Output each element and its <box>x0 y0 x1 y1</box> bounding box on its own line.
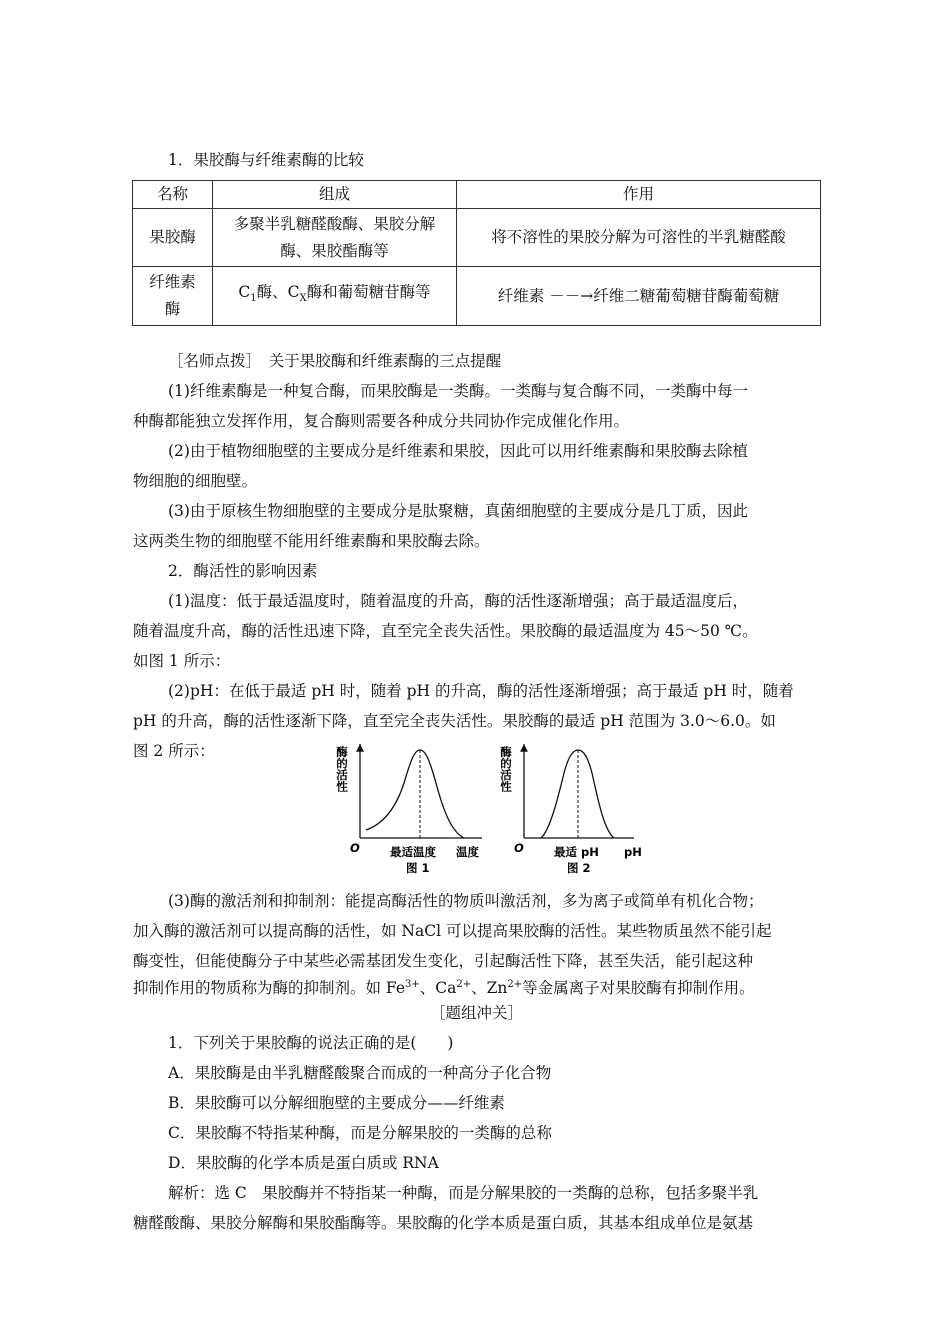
cell-name: 果胶酶 <box>133 209 213 267</box>
tip-2-line-2: 物细胞的细胞壁。 <box>133 472 258 490</box>
fig1-curve <box>366 750 464 838</box>
tips-title: ［名师点拨］ 关于果胶酶和纤维素酶的三点提醒 <box>168 352 502 370</box>
figure-1 <box>335 744 482 875</box>
table-row-cellulase <box>133 267 821 326</box>
ph-line-1: (2)pH：在低于最适 pH 时，随着 pH 的升高，酶的活性逐渐增强；高于最适 pH 时，随着 <box>168 682 794 700</box>
comparison-table <box>132 180 821 326</box>
ph-line-3 <box>133 741 215 761</box>
zn-charge: 2+ <box>507 979 523 990</box>
fig2-xlabel: pH <box>624 845 642 859</box>
ca-charge: 2+ <box>456 979 472 990</box>
fig1-ylabel: 酶的活性 <box>335 746 349 792</box>
line-4-part-c: 、Zn <box>471 979 508 998</box>
c1-subscript: 1 <box>250 293 257 305</box>
practice-title: ［题组冲关］ <box>429 1004 523 1022</box>
cell-function <box>457 267 821 326</box>
fig2-caption: 图 2 <box>567 861 591 875</box>
tip-3-line-1: (3)由于原核生物细胞壁的主要成分是肽聚糖，真菌细胞壁的主要成分是几丁质，因此 <box>168 502 748 520</box>
analysis-line-1: 解析：选 C 果胶酶并不特指某一种酶，而是分解果胶的一类酶的总称，包括多聚半乳 <box>168 1184 759 1202</box>
section-title-factors: 2．酶活性的影响因素 <box>168 562 318 580</box>
temperature-line-3: 如图 1 所示： <box>133 652 231 670</box>
cell-composition <box>213 209 457 267</box>
ph-line-3-text: 图 2 所示： <box>133 742 215 760</box>
ph-line-2: pH 的升高，酶的活性逐渐下降，直至完全丧失活性。果胶酶的最适 pH 范围为 3.0～6.0。如 <box>133 712 776 730</box>
function-start: 纤维素 <box>497 286 545 305</box>
composition-line-2: 酶、果胶酯酶等 <box>280 241 389 260</box>
activator-line-4 <box>133 975 755 998</box>
activator-line-1: (3)酶的激活剂和抑制剂：能提高酶活性的物质叫激活剂，多为离子或简单有机化合物； <box>168 892 764 910</box>
enzyme-activity-figures <box>335 738 658 880</box>
temperature-line-2: 随着温度升高，酶的活性迅速下降，直至完全丧失活性。果胶酶的最适温度为 45～50 ℃。 <box>133 622 758 640</box>
activator-line-3: 酶变性，但能使酶分子中某些必需基团发生变化，引起酶活性下降，甚至失活，能引起这种 <box>133 952 754 970</box>
cx-subscript: X <box>299 293 307 305</box>
c1-letter: C <box>238 283 251 302</box>
header-name: 名称 <box>133 181 213 209</box>
option-d: D．果胶酶的化学本质是蛋白质或 RNA <box>168 1154 439 1172</box>
cell-name <box>133 267 213 326</box>
composition-line-1: 多聚半乳糖醛酸酶、果胶分解 <box>233 214 436 233</box>
line-4-part-a: 抑制作用的物质称为酶的抑制剂。如 Fe <box>133 979 406 998</box>
cx-letter: 酶、C <box>256 283 300 302</box>
table-header-row <box>133 181 821 209</box>
fig1-origin: O <box>350 841 360 855</box>
section-title-enzyme-comparison: 1．果胶酶与纤维素酶的比较 <box>168 151 364 169</box>
composition-rest: 酶和葡萄糖苷酶等 <box>306 283 431 302</box>
activator-line-2: 加入酶的激活剂可以提高酶的活性，如 NaCl 可以提高果胶酶的活性。某些物质虽然不能引起 <box>133 922 772 940</box>
fig1-caption: 图 1 <box>406 861 430 875</box>
fe-charge: 3+ <box>405 979 420 990</box>
table-row-pectinase <box>133 209 821 267</box>
fig1-xtick: 最适温度 <box>390 845 436 859</box>
name-line-1: 纤维素 <box>149 273 196 291</box>
figure-2 <box>499 744 642 875</box>
function-end: 纤维二糖葡萄糖苷酶葡萄糖 <box>593 286 780 305</box>
question-stem: 1．下列关于果胶酶的说法正确的是( ) <box>168 1034 454 1052</box>
fig2-ylabel: 酶的活性 <box>499 746 513 792</box>
option-a: A．果胶酶是由半乳糖醛酸聚合而成的一种高分子化合物 <box>168 1064 552 1082</box>
arrow-icon: －－→ <box>549 286 594 305</box>
header-function: 作用 <box>457 181 821 209</box>
fig2-origin: O <box>514 841 524 855</box>
cell-function: 将不溶性的果胶分解为可溶性的半乳糖醛酸 <box>457 209 821 267</box>
header-composition: 组成 <box>213 181 457 209</box>
cell-composition <box>213 267 457 326</box>
tip-3-line-2: 这两类生物的细胞壁不能用纤维素酶和果胶酶去除。 <box>133 532 490 550</box>
tip-1-line-2: 种酶都能独立发挥作用，复合酶则需要各种成分共同协作完成催化作用。 <box>133 412 630 430</box>
temperature-line-1: (1)温度：低于最适温度时，随着温度的升高，酶的活性逐渐增强；高于最适温度后， <box>168 592 748 610</box>
option-c: C．果胶酶不特指某种酶，而是分解果胶的一类酶的总称 <box>168 1124 552 1142</box>
fig2-curve <box>541 750 614 838</box>
tip-1-line-1: (1)纤维素酶是一种复合酶，而果胶酶是一类酶。一类酶与复合酶不同，一类酶中每一 <box>168 382 748 400</box>
fig1-xlabel: 温度 <box>456 845 479 859</box>
analysis-line-2: 糖醛酸酶、果胶分解酶和果胶酯酶等。果胶酶的化学本质是蛋白质，其基本组成单位是氨基 <box>133 1214 754 1232</box>
tip-2-line-1: (2)由于植物细胞壁的主要成分是纤维素和果胶，因此可以用纤维素酶和果胶酶去除植 <box>168 442 748 460</box>
line-4-part-d: 等金属离子对果胶酶有抑制作用。 <box>522 979 755 998</box>
option-b: B．果胶酶可以分解细胞壁的主要成分——纤维素 <box>168 1094 505 1112</box>
fig2-xtick: 最适 pH <box>554 845 599 859</box>
name-line-2: 酶 <box>164 300 181 318</box>
line-4-part-b: 、Ca <box>419 979 457 998</box>
